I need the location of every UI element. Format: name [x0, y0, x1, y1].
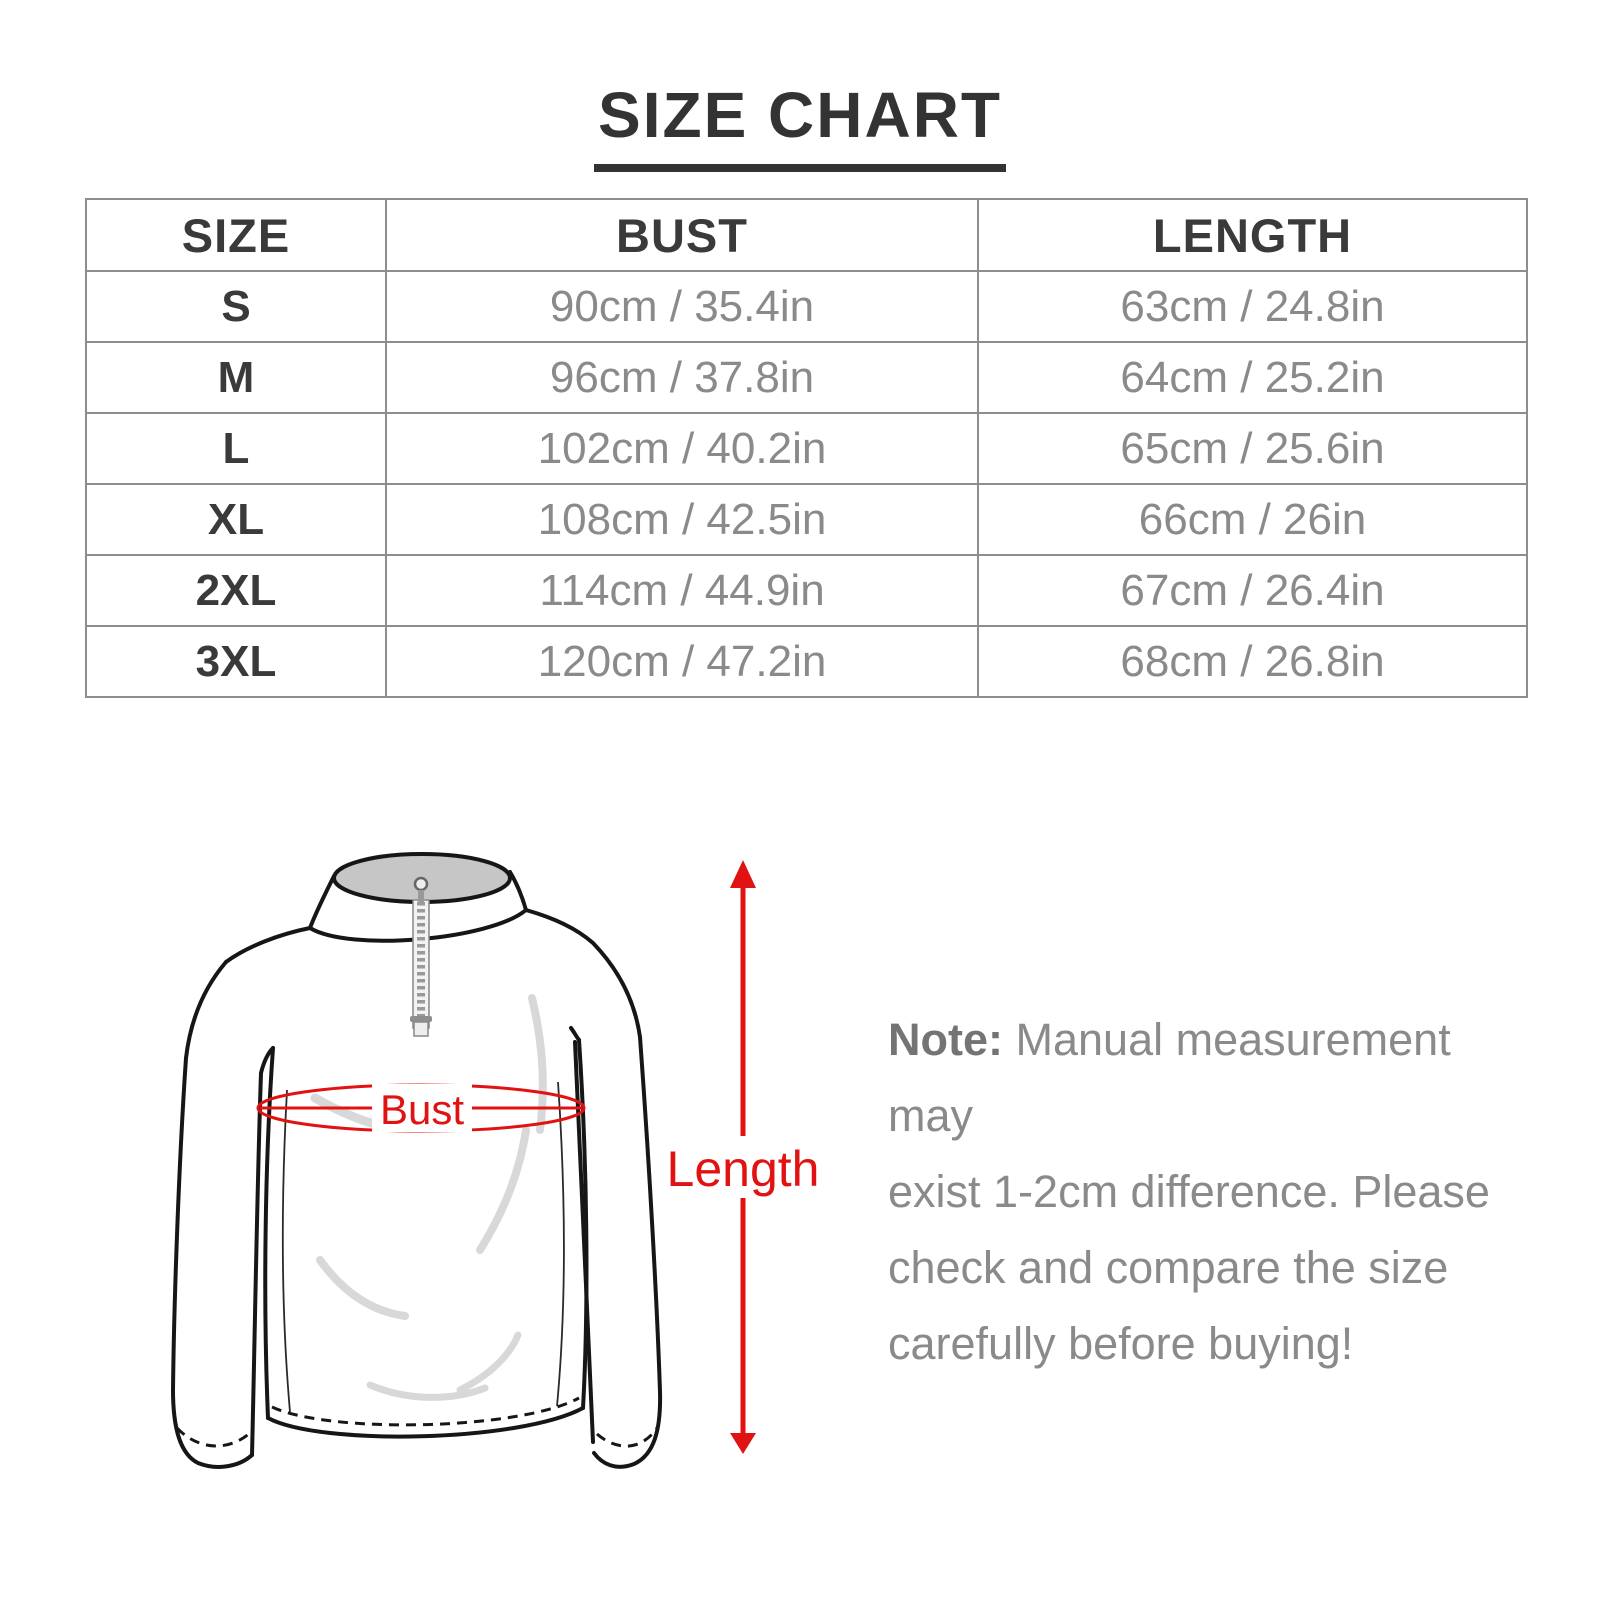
size-cell: S — [86, 271, 386, 342]
note-line: exist 1-2cm difference. Please — [888, 1166, 1490, 1217]
page-header — [0, 78, 1600, 172]
size-cell: M — [86, 342, 386, 413]
size-cell: L — [86, 413, 386, 484]
bust-measure — [258, 1084, 584, 1133]
note-line: check and compare the size — [888, 1242, 1449, 1293]
garment-illustration — [160, 830, 820, 1510]
table-row — [86, 271, 1527, 342]
zipper — [410, 878, 432, 1036]
table-header-row — [86, 199, 1527, 271]
bust-cell: 90cm / 35.4in — [386, 271, 978, 342]
table-row — [86, 413, 1527, 484]
zipper-pull-icon — [415, 878, 427, 890]
length-cell: 64cm / 25.2in — [978, 342, 1527, 413]
table-row — [86, 626, 1527, 697]
bust-cell: 120cm / 47.2in — [386, 626, 978, 697]
bust-cell: 96cm / 37.8in — [386, 342, 978, 413]
table-row — [86, 555, 1527, 626]
length-cell: 68cm / 26.8in — [978, 626, 1527, 697]
arrow-down-icon — [730, 1433, 756, 1454]
header-size: SIZE — [86, 199, 386, 271]
length-cell: 67cm / 26.4in — [978, 555, 1527, 626]
note-line: carefully before buying! — [888, 1318, 1354, 1369]
length-cell: 66cm / 26in — [978, 484, 1527, 555]
note-label: Note: — [888, 1014, 1003, 1065]
header-bust: BUST — [386, 199, 978, 271]
arrow-up-icon — [730, 860, 756, 888]
bust-cell: 102cm / 40.2in — [386, 413, 978, 484]
note-line-text: Manual measurement may — [888, 1014, 1451, 1141]
length-cell: 65cm / 25.6in — [978, 413, 1527, 484]
page-title: SIZE CHART — [594, 78, 1006, 172]
bust-cell: 114cm / 44.9in — [386, 555, 978, 626]
bust-cell: 108cm / 42.5in — [386, 484, 978, 555]
bust-label: Bust — [379, 1086, 465, 1133]
size-cell: XL — [86, 484, 386, 555]
size-cell: 3XL — [86, 626, 386, 697]
table-row — [86, 342, 1527, 413]
table-row — [86, 484, 1527, 555]
note-text — [888, 1002, 1548, 1382]
note-line — [888, 1002, 1548, 1154]
length-arrow — [667, 860, 820, 1454]
size-cell: 2XL — [86, 555, 386, 626]
header-length: LENGTH — [978, 199, 1527, 271]
fabric-shading — [315, 998, 543, 1397]
length-label: Length — [666, 1141, 820, 1197]
size-chart-table — [85, 198, 1528, 698]
length-cell: 63cm / 24.8in — [978, 271, 1527, 342]
